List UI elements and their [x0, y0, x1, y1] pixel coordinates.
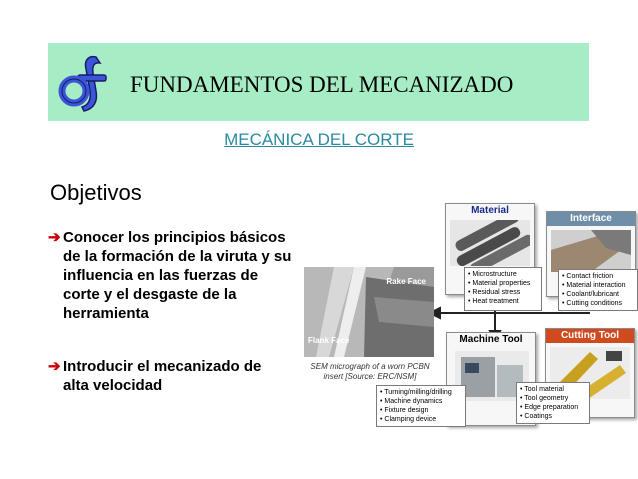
machine-tool-list — [376, 385, 466, 427]
material-title: Material — [471, 205, 509, 216]
sem-caption-line: insert [Source: ERC/NSM] — [323, 372, 417, 381]
list-item: • Residual stress — [468, 288, 538, 297]
bullet-item — [48, 228, 298, 328]
bullet-item — [48, 357, 298, 402]
bullet-text: Introducir el mecanizado de alta velocidad — [63, 358, 262, 394]
metal-bars-image — [450, 220, 530, 266]
sem-micrograph-image — [304, 267, 434, 357]
list-item: • Material properties — [468, 279, 538, 288]
list-item: • Edge preparation — [520, 403, 586, 412]
df-logo-icon — [56, 51, 116, 113]
machine-tool-title: Machine Tool — [459, 334, 523, 345]
interface-title: Interface — [547, 212, 635, 226]
sem-caption — [290, 362, 450, 382]
list-item: • Clamping device — [380, 415, 462, 424]
list-item: • Microstructure — [468, 270, 538, 279]
list-item: • Tool geometry — [520, 394, 586, 403]
flank-face-label: Flank Face — [308, 336, 350, 345]
tool-interface-image — [551, 230, 631, 272]
list-item: • Contact friction — [562, 272, 634, 281]
header-banner — [48, 43, 589, 121]
page-title: FUNDAMENTOS DEL MECANIZADO — [130, 72, 514, 97]
rake-face-label: Rake Face — [386, 277, 426, 286]
list-item: • Turning/milling/drilling — [380, 388, 462, 397]
list-item: • Coolant/lubricant — [562, 290, 634, 299]
subtitle-container — [0, 130, 638, 150]
interface-list — [558, 269, 638, 311]
sem-caption-line: SEM micrograph of a worn PCBN — [310, 362, 430, 371]
list-item: • Tool material — [520, 385, 586, 394]
list-item: • Material interaction — [562, 281, 634, 290]
list-item: • Machine dynamics — [380, 397, 462, 406]
list-item: • Cutting conditions — [562, 299, 634, 308]
bullet-text: Conocer los principios básicos de la formación de la viruta y su influencia en las fuerzas de corte y el desgaste de la herramienta — [63, 229, 292, 322]
list-item: • Heat treatment — [468, 297, 538, 306]
material-list — [464, 267, 542, 311]
machining-diagram — [290, 195, 638, 435]
list-item: • Coatings — [520, 412, 586, 421]
section-title: Objetivos — [50, 180, 142, 205]
arrow-right-icon: ➔ — [48, 229, 61, 246]
subtitle-link[interactable]: MECÁNICA DEL CORTE — [224, 130, 414, 149]
cutting-tool-list — [516, 382, 590, 424]
list-item: • Fixture design — [380, 406, 462, 415]
cutting-tool-title: Cutting Tool — [546, 329, 634, 343]
arrow-right-icon: ➔ — [48, 358, 61, 375]
